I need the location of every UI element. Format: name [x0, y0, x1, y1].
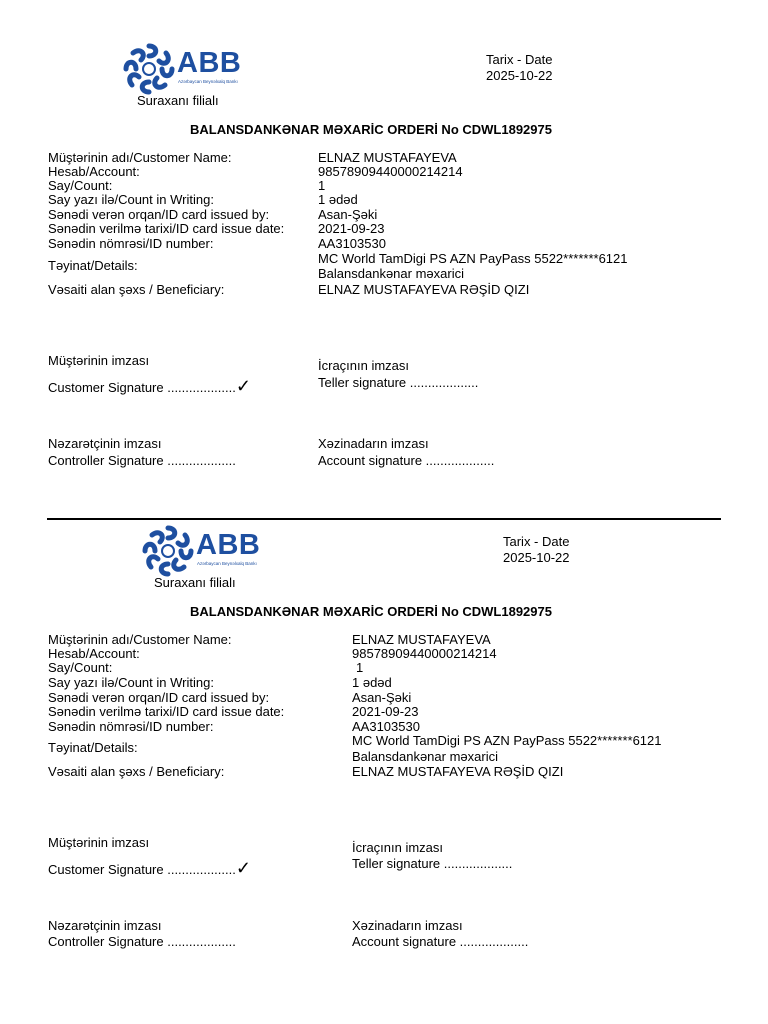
beneficiary-value: ELNAZ MUSTAFAYEVA RƏŞİD QIZI [318, 282, 530, 297]
field-value-account: 98578909440000214214 [352, 646, 497, 661]
field-value-account: 98578909440000214214 [318, 164, 463, 179]
details-line-2: Balansdankənar məxarici [352, 749, 498, 764]
details-line-1: MC World TamDigi PS AZN PayPass 5522*******6121 [318, 251, 628, 266]
controller-signature-title: Nəzarətçinin imzası [48, 436, 162, 451]
field-value-id-date: 2021-09-23 [352, 704, 419, 719]
field-label-customer-name: Müştərinin adı/Customer Name: [48, 150, 232, 165]
customer-signature-text: Customer Signature ................... [48, 380, 236, 395]
branch-name: Suraxanı filialı [137, 93, 219, 108]
field-value-count-writing: 1 ədəd [318, 192, 358, 207]
order-title: BALANSDANKƏNAR MƏXARİC ORDERİ No CDWL1892975 [190, 604, 552, 619]
account-signature-title: Xəzinadarın imzası [318, 436, 429, 451]
field-label-id-number: Sənədin nömrəsi/ID number: [48, 236, 214, 251]
field-label-customer-name: Müştərinin adı/Customer Name: [48, 632, 232, 647]
date-value: 2025-10-22 [486, 68, 553, 83]
customer-signature-text: Customer Signature ................... [48, 862, 236, 877]
logo-wordmark: ABB [196, 529, 261, 561]
field-value-id-issuer: Asan-Şəki [318, 207, 378, 222]
beneficiary-label: Vəsaiti alan şəxs / Beneficiary: [48, 764, 225, 779]
customer-signature-line [48, 376, 251, 396]
teller-signature-title: İcraçının imzası [318, 358, 410, 373]
field-value-id-number: AA3103530 [352, 719, 420, 734]
field-value-count-writing: 1 ədəd [352, 675, 392, 690]
field-value-id-number: AA3103530 [318, 236, 386, 251]
abb-emblem-icon [141, 524, 195, 578]
field-value-id-issuer: Asan-Şəki [352, 690, 412, 705]
copy-divider [47, 518, 721, 520]
field-label-id-number: Sənədin nömrəsi/ID number: [48, 719, 214, 734]
controller-signature-line: Controller Signature ................... [48, 934, 236, 949]
controller-signature-line: Controller Signature ................... [48, 453, 236, 468]
field-value-id-date: 2021-09-23 [318, 221, 385, 236]
field-label-count: Say/Count: [48, 660, 113, 675]
controller-signature-title: Nəzarətçinin imzası [48, 918, 162, 933]
field-label-account: Hesab/Account: [48, 164, 140, 179]
field-label-id-date: Sənədin verilmə tarixi/ID card issue date: [48, 221, 285, 236]
customer-signature-title: Müştərinin imzası [48, 353, 150, 368]
account-signature-title: Xəzinadarın imzası [352, 918, 463, 933]
teller-signature-line: Teller signature ................... [352, 856, 513, 871]
logo-wordmark: ABB [177, 47, 242, 79]
checkmark-icon: ✓ [235, 858, 251, 878]
branch-name: Suraxanı filialı [154, 575, 236, 590]
date-label: Tarix - Date [503, 534, 570, 549]
date-value: 2025-10-22 [503, 550, 570, 565]
logo-tagline: Azərbaycan Beynəlxalq Bankı [178, 79, 238, 84]
customer-signature-line [48, 858, 251, 878]
beneficiary-label: Vəsaiti alan şəxs / Beneficiary: [48, 282, 225, 297]
field-label-id-issuer: Sənədi verən orqan/ID card issued by: [48, 207, 270, 222]
details-line-2: Balansdankənar məxarici [318, 266, 464, 281]
checkmark-icon: ✓ [235, 376, 251, 396]
field-label-id-issuer: Sənədi verən orqan/ID card issued by: [48, 690, 270, 705]
field-value-count: 1 [318, 178, 326, 193]
logo-tagline: Azərbaycan Beynəlxalq Bankı [197, 561, 257, 566]
field-label-count-writing: Say yazı ilə/Count in Writing: [48, 675, 214, 690]
field-value-customer-name: ELNAZ MUSTAFAYEVA [318, 150, 457, 165]
date-label: Tarix - Date [486, 52, 553, 67]
field-label-count-writing: Say yazı ilə/Count in Writing: [48, 192, 214, 207]
field-label-count: Say/Count: [48, 178, 113, 193]
beneficiary-value: ELNAZ MUSTAFAYEVA RƏŞİD QIZI [352, 764, 564, 779]
order-title: BALANSDANKƏNAR MƏXARİC ORDERİ No CDWL1892975 [190, 122, 552, 137]
teller-signature-line: Teller signature ................... [318, 375, 479, 390]
field-label-id-date: Sənədin verilmə tarixi/ID card issue date: [48, 704, 285, 719]
account-signature-line: Account signature ................... [318, 453, 495, 468]
account-signature-line: Account signature ................... [352, 934, 529, 949]
details-label: Təyinat/Details: [48, 740, 138, 755]
details-line-1: MC World TamDigi PS AZN PayPass 5522*******6121 [352, 733, 662, 748]
abb-logo [122, 42, 252, 94]
details-label: Təyinat/Details: [48, 258, 138, 273]
field-value-customer-name: ELNAZ MUSTAFAYEVA [352, 632, 491, 647]
field-value-count: 1 [356, 660, 364, 675]
abb-emblem-icon [122, 42, 176, 96]
teller-signature-title: İcraçının imzası [352, 840, 444, 855]
customer-signature-title: Müştərinin imzası [48, 835, 150, 850]
field-label-account: Hesab/Account: [48, 646, 140, 661]
abb-logo [141, 524, 271, 576]
